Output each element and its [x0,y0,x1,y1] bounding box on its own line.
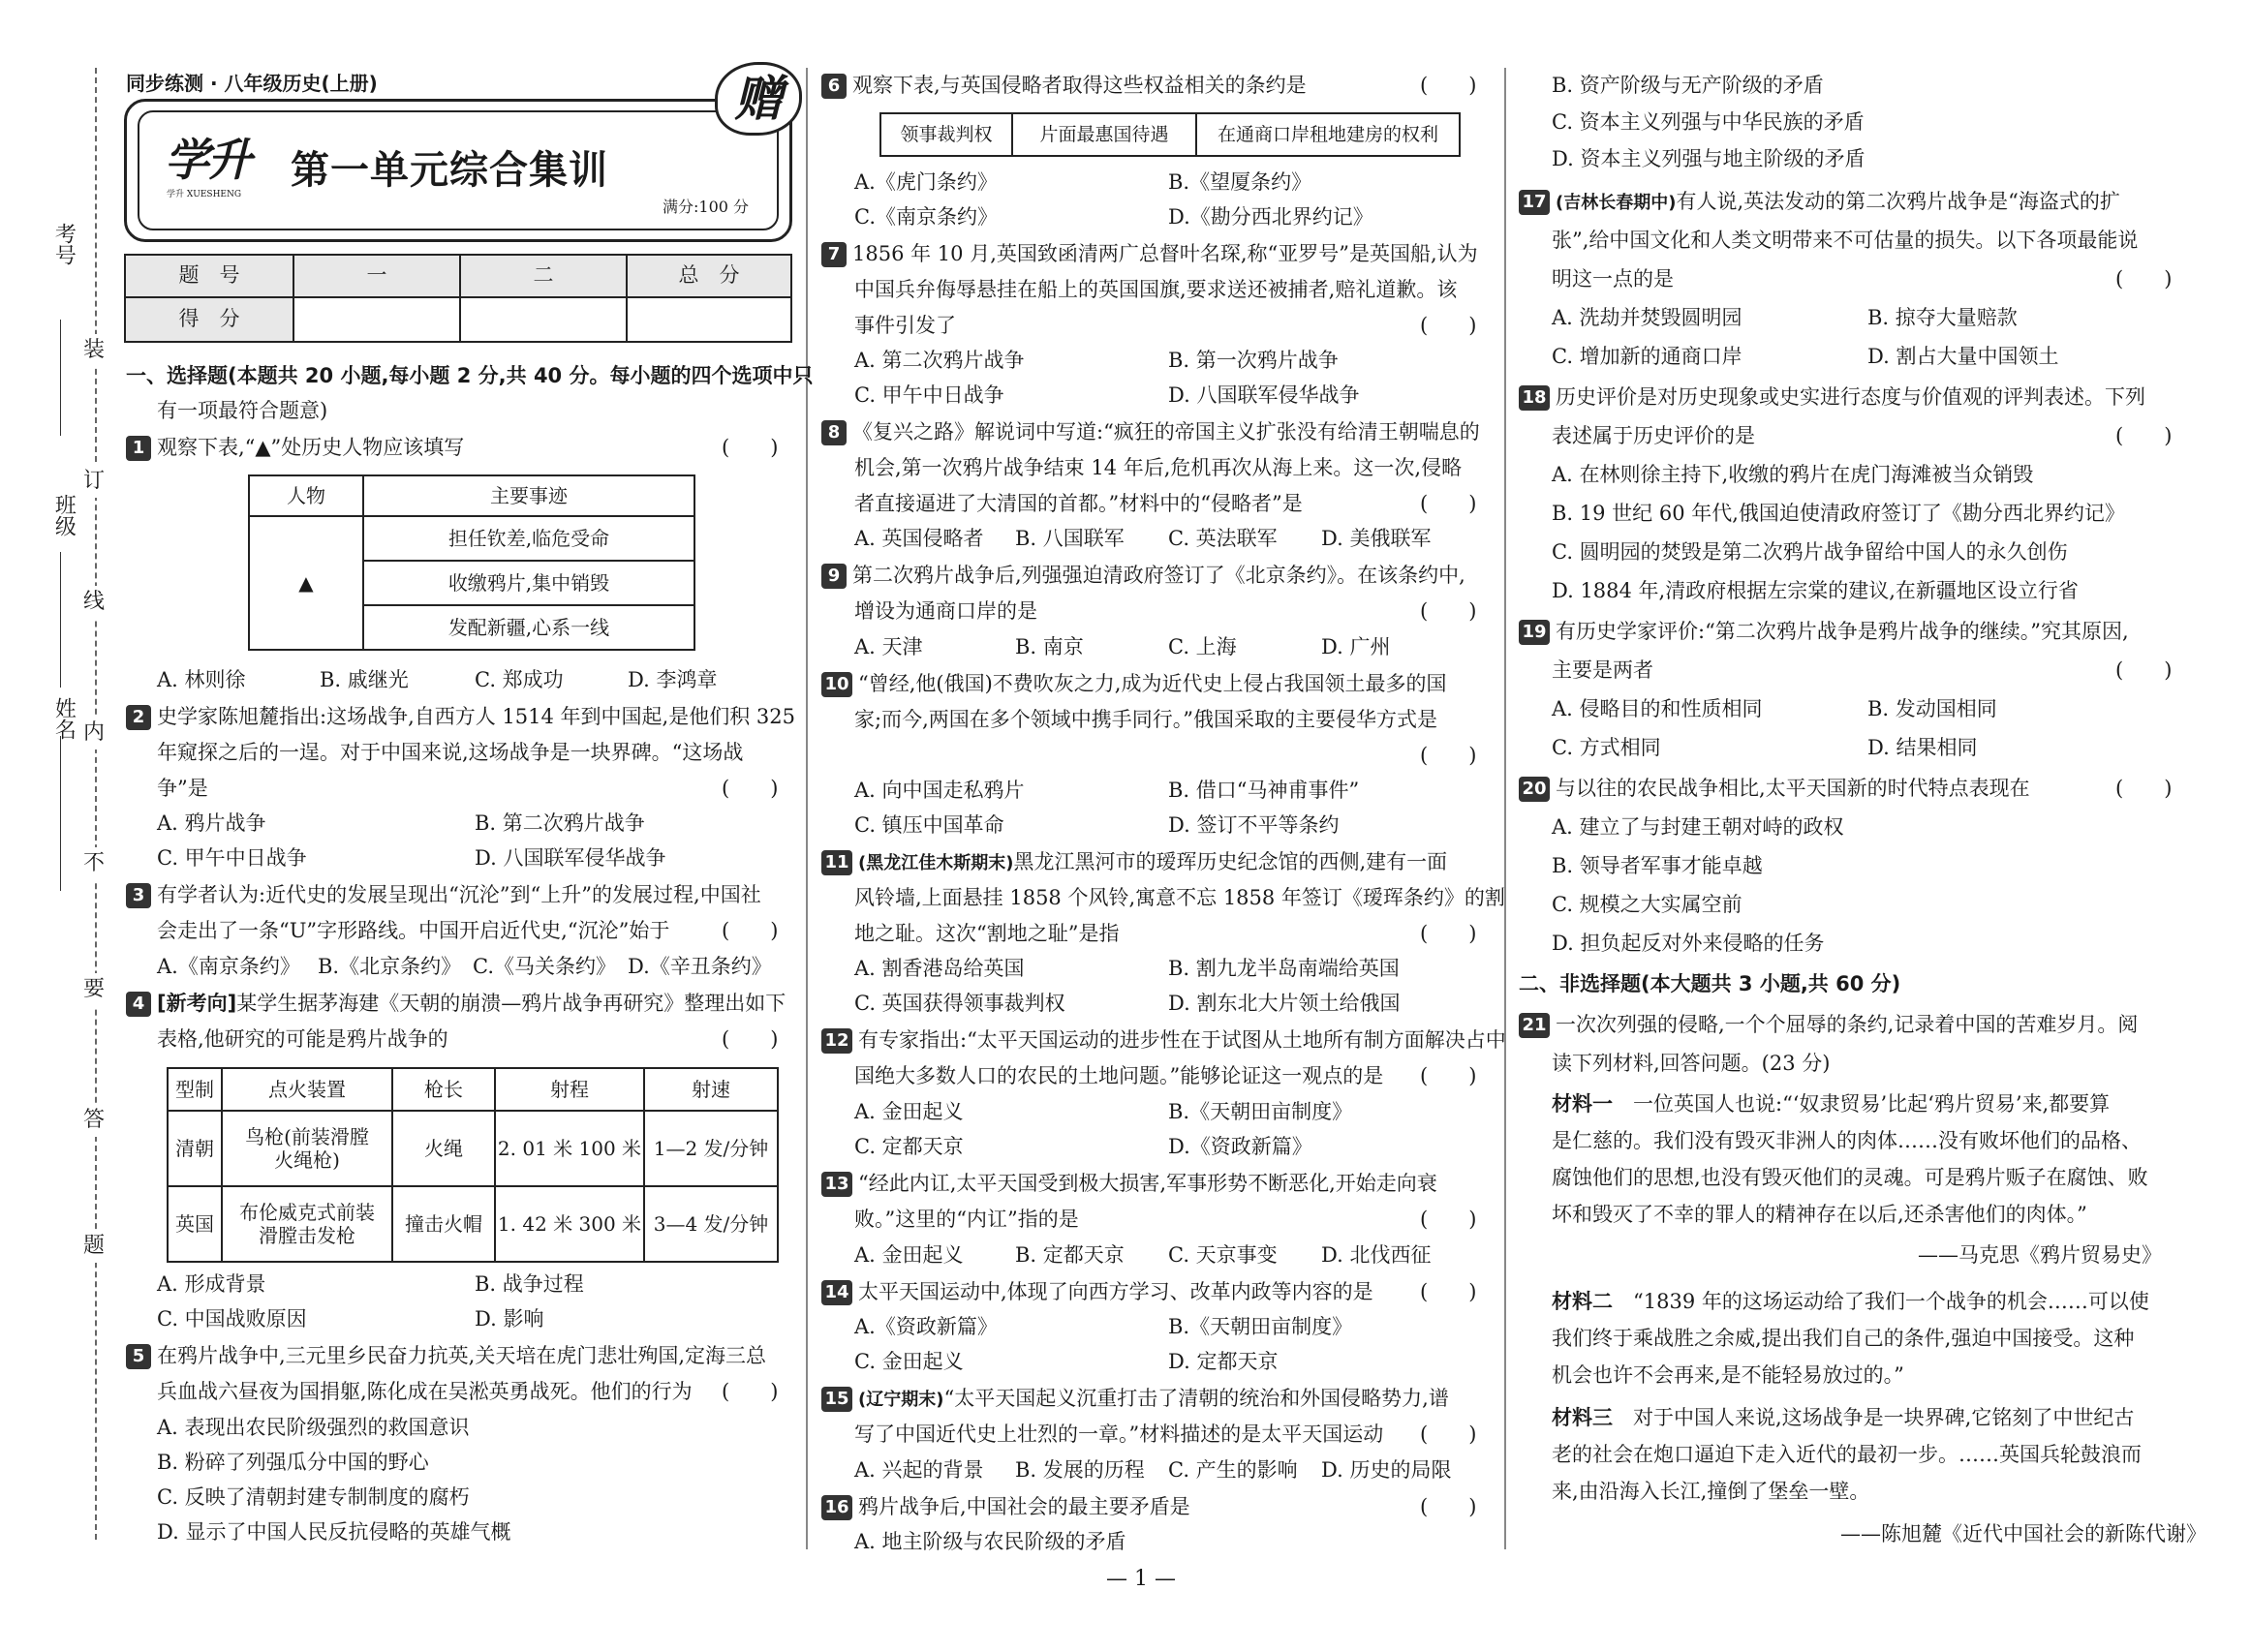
option-d[interactable]: D. 广州 [1321,635,1391,658]
question-text: 国绝大多数人口的农民的土地问题。”能够论证这一观点的是 [854,1064,1384,1087]
material-text: 我们终于乘战胜之余威,提出我们自己的条件,强迫中国接受。这种 [1552,1327,2135,1350]
question-number: 19 [1519,620,1550,645]
option-b[interactable]: B.《北京条约》 [318,955,462,978]
material-text: 一位英国人也说:“‘奴隶贸易’比起‘鸦片贸易’来,都要算 [1633,1092,2111,1116]
question-tag: [新考向] [157,992,237,1015]
question-number: 21 [1519,1013,1550,1038]
exam-number-line [60,320,61,436]
option-c[interactable]: C. 定都天京 [854,1135,964,1158]
question-text: 明这一点的是 [1552,267,1674,291]
question-number: 13 [821,1172,852,1197]
option-c[interactable]: C. 产生的影响 [1168,1458,1298,1482]
question-number: 12 [821,1028,852,1054]
answer-blank[interactable]: ( ) [2115,658,2173,682]
question-text: 历史评价是对历史现象或史实进行态度与价值观的评判表述。下列 [1556,385,2145,409]
q1-cell: 担任钦差,临危受命 [363,516,694,561]
seal-char: 装 [83,334,105,367]
option-b[interactable]: B. 资产阶级与无产阶级的矛盾 [1552,74,1824,97]
material-text: 机会也许不会再来,是不能轻易放过的。” [1552,1363,1904,1387]
question-text: 有历史学家评价:“第二次鸦片战争是鸦片战争的继续。”究其原因, [1556,620,2129,643]
answer-blank[interactable]: ( ) [722,1380,779,1403]
section1-title: 一、选择题(本题共 20 小题,每小题 2 分,共 40 分。每小题的四个选项中只 [126,364,814,387]
answer-blank[interactable]: ( ) [722,919,779,942]
question-text: 增设为通商口岸的是 [854,599,1037,623]
q4-cell: 1—2 发/分钟 [644,1111,778,1186]
material-text: 来,由沿海入长江,撞倒了堡垒一壁。 [1552,1480,1870,1503]
name-line [60,736,61,891]
option-a[interactable]: A. 第二次鸦片战争 [854,349,1025,372]
q1-th: 人物 [249,475,363,516]
option-a[interactable]: A. 金田起义 [854,1100,964,1123]
question-number: 3 [126,883,151,908]
option-d[interactable]: D. 八国联军侵华战争 [475,846,666,870]
q6-cell: 领事裁判权 [880,113,1012,156]
question-number: 8 [821,420,847,445]
option-d[interactable]: D. 割占大量中国领土 [1867,345,2059,368]
question-number: 6 [821,74,847,99]
option-c[interactable]: C. 上海 [1168,635,1237,658]
question-text: 某学生据茅海建《天朝的崩溃—鸦片战争再研究》整理出如下 [236,992,786,1015]
question-text: 第二次鸦片战争后,列强强迫清政府签订了《北京条约》。在该条约中, [852,564,1465,587]
option-d[interactable]: D. 历史的局限 [1321,1458,1452,1482]
q4-th: 点火装置 [222,1068,392,1111]
question-number: 15 [821,1387,852,1412]
q4-cell: 布伦威克式前装 [239,1201,375,1224]
seal-char: 不 [83,847,105,880]
question-number: 2 [126,705,151,730]
question-number: 5 [126,1344,151,1369]
q4-cell: 鸟枪(前装滑膛 [245,1125,369,1148]
q6-table [879,112,1461,157]
answer-blank[interactable]: ( ) [1420,492,1477,515]
seal-char: 线 [83,586,105,619]
option-d[interactable]: D.《辛丑条约》 [628,955,772,978]
question-number: 20 [1519,777,1550,802]
option-c[interactable]: C. 规模之大实属空前 [1552,893,1742,916]
question-number: 4 [126,992,151,1017]
score-cell[interactable] [627,297,791,342]
question-text: 者直接逼进了大清国的首都。”材料中的“侵略者”是 [854,492,1303,515]
question-number: 11 [821,850,852,875]
question-text: 败。”这里的“内讧”指的是 [854,1208,1079,1231]
answer-blank[interactable]: ( ) [2115,267,2173,291]
option-d[interactable]: D.《资政新篇》 [1168,1135,1312,1158]
option-c[interactable]: C. 郑成功 [475,668,564,691]
column-divider [1504,68,1506,1549]
option-b[interactable]: B. 定都天京 [1015,1243,1125,1267]
option-a[interactable]: A.《南京条约》 [157,955,300,978]
option-b[interactable]: B. 第一次鸦片战争 [1168,349,1339,372]
material-source: ——马克思《鸦片贸易史》 [1918,1243,2162,1267]
question-text: 事件引发了 [854,314,956,337]
question-text: 写了中国近代史上壮烈的一章。”材料描述的是太平天国运动 [854,1423,1384,1446]
option-d[interactable]: D. 1884 年,清政府根据左宗棠的建议,在新疆地区设立行省 [1552,579,2079,602]
question-text: “经此内讧,太平天国受到极大损害,军事形势不断恶化,开始走向衰 [858,1172,1437,1195]
question-text: 1856 年 10 月,英国致函清两广总督叶名琛,称“亚罗号”是英国船,认为 [852,242,1478,265]
option-b[interactable]: B. 南京 [1015,635,1084,658]
question-text: 风铃墙,上面悬挂 1858 个风铃,寓意不忘 1858 年签订《瑷珲条约》的割 [854,886,1505,909]
q6-cell: 在通商口岸租地建房的权利 [1196,113,1460,156]
material-text: 老的社会在炮口逼迫下走入近代的最初一步。……英国兵轮鼓浪而 [1552,1443,2142,1466]
material-text: 对于中国人来说,这场战争是一块界碑,它铭刻了中世纪古 [1633,1406,2135,1429]
question-text: 家;而今,两国在多个领域中携手同行。”俄国采取的主要侵华方式是 [854,708,1437,731]
series-label: 同步练测 · 八年级历史(上册) [126,72,378,95]
option-d[interactable]: D. 影响 [475,1307,544,1331]
option-a[interactable]: A.《资政新篇》 [854,1315,998,1338]
option-a[interactable]: A. 金田起义 [854,1243,964,1267]
score-head: 一 [293,255,460,297]
question-number: 14 [821,1280,852,1305]
option-c[interactable]: C. 金田起义 [854,1350,964,1373]
question-text: 观察下表,“▲”处历史人物应该填写 [157,436,465,459]
score-cell[interactable] [460,297,627,342]
option-a[interactable]: A. 向中国走私鸦片 [854,779,1025,802]
score-cell[interactable] [293,297,460,342]
answer-blank[interactable]: ( ) [722,1027,779,1051]
option-d[interactable]: D. 资本主义列强与地主阶级的矛盾 [1552,147,1866,170]
section2-title: 二、非选择题(本大题共 3 小题,共 60 分) [1519,972,1901,995]
seal-char: 要 [83,973,105,1006]
score-table [124,254,792,343]
option-b[interactable]: B. 粉碎了列强瓜分中国的野心 [157,1451,429,1474]
answer-blank[interactable]: ( ) [722,777,779,800]
option-a[interactable]: A. 建立了与封建王朝对峙的政权 [1552,815,1844,839]
option-b[interactable]: B. 戚继光 [320,668,409,691]
q4-cell: 火绳枪) [274,1148,340,1172]
option-a[interactable]: A. 天津 [854,635,923,658]
question-text: 会走出了一条“U”字形路线。中国开启近代史,“沉沦”始于 [157,919,670,942]
answer-blank[interactable]: ( ) [1420,1280,1477,1303]
material-text: 是仁慈的。我们没有毁灭非洲人的肉体……没有败坏他们的品格、 [1552,1129,2142,1152]
question-tag: (辽宁期末) [858,1390,944,1410]
option-b[interactable]: B. 发动国相同 [1867,697,1997,720]
question-text: 主要是两者 [1552,658,1653,682]
q4-cell: 3—4 发/分钟 [644,1186,778,1262]
option-c[interactable]: C. 甲午中日战争 [854,383,1004,407]
question-text: 史学家陈旭麓指出:这场战争,自西方人 1514 年到中国起,是他们积 325 [157,705,795,728]
option-c[interactable]: C. 甲午中日战争 [157,846,307,870]
question-text: 有学者认为:近代史的发展呈现出“沉沦”到“上升”的发展过程,中国社 [157,883,761,906]
question-number: 18 [1519,385,1550,411]
option-b[interactable]: B. 八国联军 [1015,527,1125,550]
option-d[interactable]: D. 担负起反对外来侵略的任务 [1552,932,1825,955]
option-c[interactable]: C. 镇压中国革命 [854,813,1004,837]
question-tag: (吉林长春期中) [1556,193,1677,213]
question-text: 表述属于历史评价的是 [1552,424,1755,447]
option-a[interactable]: A. 地主阶级与农民阶级的矛盾 [854,1530,1126,1553]
option-c[interactable]: C. 增加新的通商口岸 [1552,345,1742,368]
question-number: 17 [1519,190,1550,215]
option-c[interactable]: C.《马关条约》 [473,955,616,978]
answer-blank[interactable]: ( ) [1420,744,1477,767]
option-d[interactable]: D. 显示了中国人民反抗侵略的英雄气概 [157,1520,511,1544]
question-text: 观察下表,与英国侵略者取得这些权益相关的条约是 [852,74,1307,97]
option-a[interactable]: A. 表现出农民阶级强烈的救国意识 [157,1416,470,1439]
q4-th: 型制 [168,1068,222,1111]
option-b[interactable]: B. 割九龙半岛南端给英国 [1168,957,1400,980]
option-c[interactable]: C.《南京条约》 [854,205,998,229]
question-text: 有人说,英法发动的第二次鸦片战争是“海盗式的扩 [1676,190,2120,213]
question-text: 张”,给中国文化和人类文明带来不可估量的损失。以下各项最能说 [1552,229,2139,252]
seal-char: 内 [83,717,105,750]
q4-cell: 1. 42 米 300 米 [495,1186,644,1262]
material-source: ——陈旭麓《近代中国社会的新陈代谢》 [1840,1522,2206,1545]
q4-cell: 清朝 [168,1111,222,1186]
option-a[interactable]: A. 形成背景 [157,1272,266,1296]
option-a[interactable]: A. 林则徐 [157,668,246,691]
question-number: 10 [821,672,852,697]
answer-blank[interactable]: ( ) [1420,74,1477,97]
answer-blank[interactable]: ( ) [1420,922,1477,945]
answer-blank[interactable]: ( ) [1420,1495,1477,1518]
q6-cell: 片面最惠国待遇 [1012,113,1196,156]
material-text: 腐蚀他们的思想,也没有毁灭他们的灵魂。可是鸦片贩子在腐蚀、败 [1552,1166,2148,1189]
option-b[interactable]: B. 借口“马神甫事件” [1168,779,1360,802]
question-text: 中国兵弁侮辱悬挂在船上的英国国旗,要求送还被捕者,赔礼道歉。该 [854,278,1458,301]
q1-table [248,474,695,651]
section1-title-cont: 有一项最符合题意) [157,399,328,422]
option-d[interactable]: D. 签订不平等条约 [1168,813,1340,837]
question-text: “曾经,他(俄国)不费吹灰之力,成为近代史上侵占我国领土最多的国 [858,672,1447,695]
material-label: 材料二 [1552,1290,1613,1313]
question-text: 地之耻。这次“割地之耻”是指 [854,922,1120,945]
option-c[interactable]: C. 天京事变 [1168,1243,1278,1267]
question-text: 《复兴之路》解说词中写道:“疯狂的帝国主义扩张没有给清王朝喘息的 [852,420,1480,444]
full-score: 满分:100 分 [663,198,750,216]
option-b[interactable]: B. 第二次鸦片战争 [475,811,645,835]
option-c[interactable]: C. 反映了清朝封建专制制度的腐朽 [157,1485,470,1509]
option-d[interactable]: D. 李鸿章 [628,668,718,691]
q4-th: 射速 [644,1068,778,1111]
option-b[interactable]: B.《望厦条约》 [1168,170,1312,194]
material-text: 坏和毁灭了不幸的罪人的精神存在以后,还杀害他们的肉体。” [1552,1203,2087,1226]
seal-dashed-line [95,68,97,1540]
class-label: 班级 [51,494,77,536]
option-a[interactable]: A. 侵略目的和性质相同 [1552,697,1763,720]
option-a[interactable]: A.《虎门条约》 [854,170,998,194]
material-label: 材料一 [1552,1092,1613,1116]
option-d[interactable]: D. 北伐西征 [1321,1243,1432,1267]
question-text: 争”是 [157,777,208,800]
option-b[interactable]: B. 领导者军事才能卓越 [1552,854,1763,877]
option-b[interactable]: B. 战争过程 [475,1272,584,1296]
option-c[interactable]: C. 方式相同 [1552,736,1661,759]
option-a[interactable]: A. 洗劫并焚毁圆明园 [1552,306,1742,329]
option-d[interactable]: D. 美俄联军 [1321,527,1432,550]
option-d[interactable]: D. 定都天京 [1168,1350,1279,1373]
option-a[interactable]: A. 兴起的背景 [854,1458,984,1482]
q4-table [167,1067,779,1263]
score-head: 题 号 [125,255,293,297]
option-b[interactable]: B. 发展的历程 [1015,1458,1145,1482]
option-c[interactable]: C. 资本主义列强与中华民族的矛盾 [1552,110,1865,134]
q4-cell: 2. 01 米 100 米 [495,1111,644,1186]
option-b[interactable]: B. 掠夺大量赔款 [1867,306,2018,329]
option-d[interactable]: D. 结果相同 [1867,736,1978,759]
logo: 学升 [165,134,250,186]
score-head: 得 分 [125,297,293,342]
question-text: 黑龙江黑河市的瑷珲历史纪念馆的西侧,建有一面 [1013,850,1448,873]
question-text: 年窥探之后的一逞。对于中国来说,这场战争是一块界碑。“这场战 [157,741,744,764]
material-text: “1839 年的这场运动给了我们一个战争的机会……可以使 [1633,1290,2149,1313]
option-c[interactable]: C. 英法联军 [1168,527,1278,550]
question-text: 表格,他研究的可能是鸦片战争的 [157,1027,448,1051]
option-a[interactable]: A. 鸦片战争 [157,811,266,835]
seal-char: 订 [83,465,105,498]
gift-badge: 赠 [715,62,802,136]
option-a[interactable]: A. 英国侵略者 [854,527,984,550]
q4-cell: 撞击火帽 [392,1186,495,1262]
q1-mark: ▲ [249,516,363,650]
option-a[interactable]: A. 割香港岛给英国 [854,957,1025,980]
question-text: 在鸦片战争中,三元里乡民奋力抗英,关天培在虎门悲壮殉国,定海三总 [157,1344,767,1367]
name-label: 姓名 [51,697,77,740]
exam-number-label: 考号 [51,223,77,265]
option-c[interactable]: C. 圆明园的焚毁是第二次鸦片战争留给中国人的永久创伤 [1552,540,2068,564]
seal-char: 题 [83,1230,105,1263]
question-text: 一次次列强的侵略,一个个屈辱的条约,记录着中国的苦难岁月。阅 [1556,1013,2139,1036]
option-c[interactable]: C. 中国战败原因 [157,1307,307,1331]
q4-cell: 英国 [168,1186,222,1262]
score-head: 二 [460,255,627,297]
page-number: — 1 — [1106,1567,1176,1591]
question-text: 读下列材料,回答问题。(23 分) [1552,1052,1831,1075]
q4-th: 射程 [495,1068,644,1111]
q4-cell: 滑膛击发枪 [259,1224,355,1247]
question-number: 16 [821,1495,852,1520]
answer-blank[interactable]: ( ) [1420,1208,1477,1231]
class-line [60,552,61,688]
answer-blank[interactable]: ( ) [1420,314,1477,337]
question-text: 有专家指出:“太平天国运动的进步性在于试图从土地所有制方面解决占中 [858,1028,1506,1052]
q1-cell: 收缴鸦片,集中销毁 [363,561,694,605]
option-b[interactable]: B. 19 世纪 60 年代,俄国迫使清政府签订了《勘分西北界约记》 [1552,502,2125,525]
option-b[interactable]: B.《天朝田亩制度》 [1168,1100,1353,1123]
page-title: 第一单元综合集训 [291,148,608,193]
logo-sub: 学升 XUESHENG [167,190,242,199]
question-text: 鸦片战争后,中国社会的最主要矛盾是 [858,1495,1190,1518]
material-label: 材料三 [1552,1406,1613,1429]
option-c[interactable]: C. 英国获得领事裁判权 [854,992,1065,1015]
q4-th: 枪长 [392,1068,495,1111]
answer-blank[interactable]: ( ) [1420,599,1477,623]
option-b[interactable]: B.《天朝田亩制度》 [1168,1315,1353,1338]
q1-th: 主要事迹 [363,475,694,516]
question-number: 1 [126,436,151,461]
q4-cell: 火绳 [392,1111,495,1186]
question-number: 9 [821,564,847,589]
q1-cell: 发配新疆,心系一线 [363,605,694,650]
option-d[interactable]: D. 割东北大片领土给俄国 [1168,992,1401,1015]
question-text: 兵血战六昼夜为国捐躯,陈化成在吴淞英勇战死。他们的行为 [157,1380,693,1403]
answer-blank[interactable]: ( ) [2115,777,2173,800]
question-text: 与以往的农民战争相比,太平天国新的时代特点表现在 [1556,777,2030,800]
answer-blank[interactable]: ( ) [1420,1423,1477,1446]
question-text: 太平天国运动中,体现了向西方学习、改革内政等内容的是 [858,1280,1373,1303]
seal-char: 答 [83,1104,105,1137]
question-number: 7 [821,242,847,267]
score-head: 总 分 [627,255,791,297]
answer-blank[interactable]: ( ) [722,436,779,459]
option-d[interactable]: D.《勘分西北界约记》 [1168,205,1373,229]
option-d[interactable]: D. 八国联军侵华战争 [1168,383,1360,407]
answer-blank[interactable]: ( ) [2115,424,2173,447]
question-text: “太平天国起义沉重打击了清朝的统治和外国侵略势力,谱 [943,1387,1449,1410]
option-a[interactable]: A. 在林则徐主持下,收缴的鸦片在虎门海滩被当众销毁 [1552,463,2034,486]
column-divider [806,68,808,1549]
question-text: 机会,第一次鸦片战争结束 14 年后,危机再次从海上来。这一次,侵略 [854,456,1463,479]
question-tag: (黑龙江佳木斯期末) [858,853,1014,873]
answer-blank[interactable]: ( ) [1420,1064,1477,1087]
